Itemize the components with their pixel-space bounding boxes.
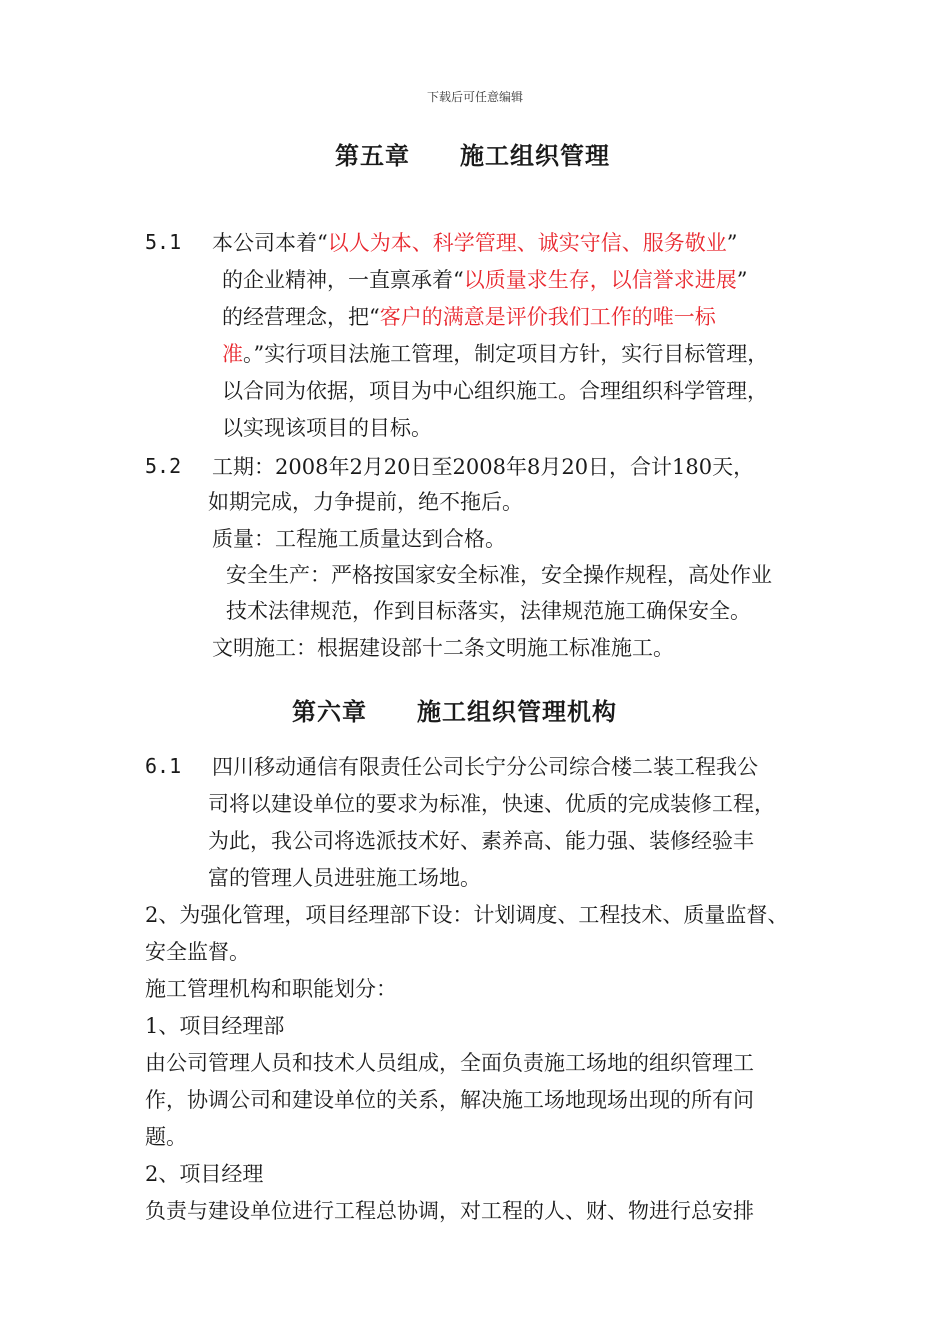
body-line-2: 安全监督。 [145, 940, 250, 964]
section-5-2-line-3: 质量：工程施工质量达到合格。 [212, 527, 506, 551]
section-5-2-line-6: 文明施工：根据建设部十二条文明施工标准施工。 [212, 636, 674, 660]
chapter-5-title: 施工组织管理 [460, 141, 610, 170]
body-line-7: 题。 [145, 1125, 187, 1149]
body-line-8: 2、项目经理 [145, 1162, 264, 1186]
section-5-2-line-5: 技术法律规范，作到目标落实，法律规范施工确保安全。 [226, 599, 751, 623]
page-header: 下载后可任意编辑 [426, 90, 523, 104]
section-5-1-line-4: 准。”实行项目法施工管理，制定项目方针，实行目标管理， [222, 342, 769, 366]
chapter-5-heading [335, 136, 610, 171]
body-line-5: 由公司管理人员和技术人员组成，全面负责施工场地的组织管理工 [145, 1051, 754, 1075]
section-6-1-number: 6.1 [145, 754, 182, 778]
section-6-1-line-3: 为此，我公司将选派技术好、素养高、能力强、装修经验丰 [208, 829, 754, 853]
section-5-1-line-6: 以实现该项目的目标。 [222, 416, 432, 440]
chapter-5-label: 第五章 [335, 141, 410, 170]
body-line-9: 负责与建设单位进行工程总协调，对工程的人、财、物进行总安排 [145, 1199, 754, 1223]
section-5-2-line-1: 工期：2008年2月20日至2008年8月20日，合计180天， [212, 455, 755, 479]
body-line-6: 作，协调公司和建设单位的关系，解决施工场地现场出现的所有问 [145, 1088, 754, 1112]
section-5-2-line-4: 安全生产：严格按国家安全标准，安全操作规程，高处作业 [226, 563, 772, 587]
section-5-1-line-1: 本公司本着“以人为本、科学管理、诚实守信、服务敬业” [212, 231, 738, 255]
body-line-4: 1、项目经理部 [145, 1014, 285, 1038]
chapter-6-label: 第六章 [292, 697, 367, 726]
section-5-1-line-5: 以合同为依据，项目为中心组织施工。合理组织科学管理， [222, 379, 768, 403]
section-6-1-line-2: 司将以建设单位的要求为标准，快速、优质的完成装修工程， [208, 792, 775, 816]
section-6-1-line-1: 四川移动通信有限责任公司长宁分公司综合楼二装工程我公 [212, 755, 758, 779]
chapter-6-title: 施工组织管理机构 [417, 697, 617, 726]
section-5-2-line-2: 如期完成，力争提前，绝不拖后。 [208, 490, 523, 514]
section-5-1-line-3: 的经营理念，把“客户的满意是评价我们工作的唯一标 [222, 305, 716, 329]
section-5-1-number: 5.1 [145, 230, 182, 254]
section-5-1-line-2: 的企业精神，一直禀承着“以质量求生存，以信誉求进展” [222, 268, 748, 292]
section-6-1-line-4: 富的管理人员进驻施工场地。 [208, 866, 481, 890]
section-5-2-number: 5.2 [145, 454, 182, 478]
body-line-3: 施工管理机构和职能划分： [145, 977, 397, 1001]
chapter-6-heading [292, 692, 617, 727]
body-line-1: 2、为强化管理，项目经理部下设：计划调度、工程技术、质量监督、 [145, 903, 789, 927]
